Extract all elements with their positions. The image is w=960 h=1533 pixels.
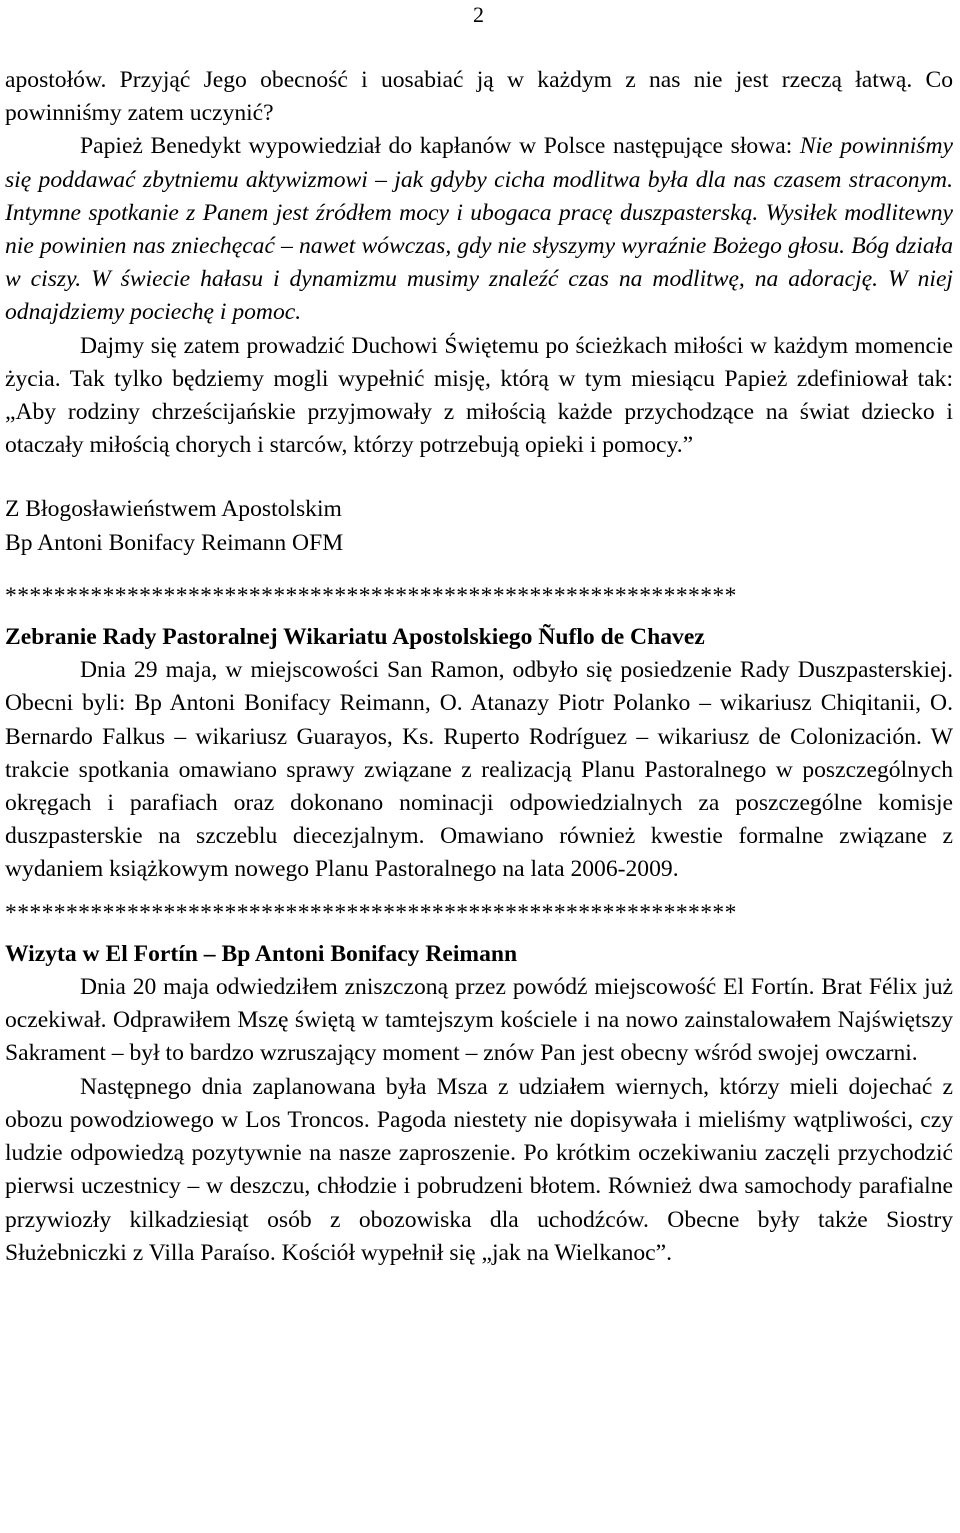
letter-paragraph-1: apostołów. Przyjąć Jego obecność i uosabiać ją w każdym z nas nie jest rzeczą łatwą. Co powinniśmy zatem uczynić? bbox=[5, 67, 953, 127]
letter-paragraph-2 bbox=[5, 130, 953, 329]
signature: Bp Antoni Bonifacy Reimann OFM bbox=[5, 529, 344, 556]
separator-line: ************************************************************ bbox=[5, 582, 737, 609]
letter-paragraph-3: Dajmy się zatem prowadzić Duchowi Świętemu po ścieżkach miłości w każdym momencie życia. Tak tylko będziemy mogli wypełnić misję, którą w tym miesiącu Papież zdefiniował tak: „Aby rodziny chrześcijańskie przyjmowały z miłością każde przychodzące na świat dziecko i otaczały miłością chorych i starców, którzy potrzebują opieki i pomocy.” bbox=[5, 332, 953, 459]
section-title-pastoral-council: Zebranie Rady Pastoralnej Wikariatu Apostolskiego Ñuflo de Chavez bbox=[5, 624, 705, 651]
closing-blessing: Z Błogosławieństwem Apostolskim bbox=[5, 496, 342, 523]
section-paragraph: Następnego dnia zaplanowana była Msza z udziałem wiernych, którzy mieli dojechać z obozu powodziowego w Los Troncos. Pagoda niestety nie dopisywała i mieliśmy wątpliwości, czy ludzie odpowiedzą pozytywnie na nasze zaproszenie. Po krótkim oczekiwaniu zaczęli przychodzić pierwsi uczestnicy – w deszczu, chłodzie i pobrudzeni błotem. Również dwa samochody parafialne przywiozły kilkadziesiąt osób z obozowiska dla uchodźców. Obecne były także Siostry Służebniczki z Villa Paraíso. Kościół wypełnił się „jak na Wielkanoc”. bbox=[5, 1073, 953, 1266]
pope-quote: Nie powinniśmy się poddawać zbytniemu aktywizmowi – jak gdyby cicha modlitwa była dla nas czasem straconym. Intymne spotkanie z Panem jest źródłem mocy i ubogaca pracę duszpasterską. Wysiłek modlitewny nie powinien nas zniechęcać – nawet wówczas, gdy nie słyszymy wyraźnie Bożego głosu. Bóg działa w ciszy. W świecie hałasu i dynamizmu musimy znaleźć czas na modlitwę, na adorację. W niej odnajdziemy pociechę i pomoc. bbox=[5, 133, 953, 326]
document-body bbox=[5, 64, 953, 1270]
section-paragraph: Dnia 20 maja odwiedziłem zniszczoną przez powódź miejscowość El Fortín. Brat Félix już oczekiwał. Odprawiłem Mszę świętą w tamtejszym kościele i na nowo zainstalowałem Najświętszy Sakrament – był to bardzo wzruszający moment – znów Pan jest obecny wśród swojej owczarni. bbox=[5, 974, 953, 1067]
page-number: 2 bbox=[473, 2, 484, 27]
letter-paragraph-2-intro: Papież Benedykt wypowiedział do kapłanów w Polsce następujące słowa: bbox=[80, 133, 800, 160]
section-title-el-fortin-visit: Wizyta w El Fortín – Bp Antoni Bonifacy Reimann bbox=[5, 940, 518, 967]
separator-line: ************************************************************ bbox=[5, 899, 737, 926]
section-paragraph: Dnia 29 maja, w miejscowości San Ramon, odbyło się posiedzenie Rady Duszpasterskiej. Obecni byli: Bp Antoni Bonifacy Reimann, O. Atanazy Piotr Polanko – wikariusz Chiqitanii, O. Bernardo Falkus – wikariusz Guarayos, Ks. Ruperto Rodríguez – wikariusz de Colonización. W trakcie spotkania omawiano sprawy związane z realizacją Planu Pastoralnego w poszczególnych okręgach i parafiach oraz dokonano nominacji odpowiedzialnych za poszczególne komisje duszpasterskie na szczeblu diecezjalnym. Omawiano również kwestie formalne związane z wydaniem książkowym nowego Planu Pastoralnego na lata 2006-2009. bbox=[5, 657, 953, 883]
